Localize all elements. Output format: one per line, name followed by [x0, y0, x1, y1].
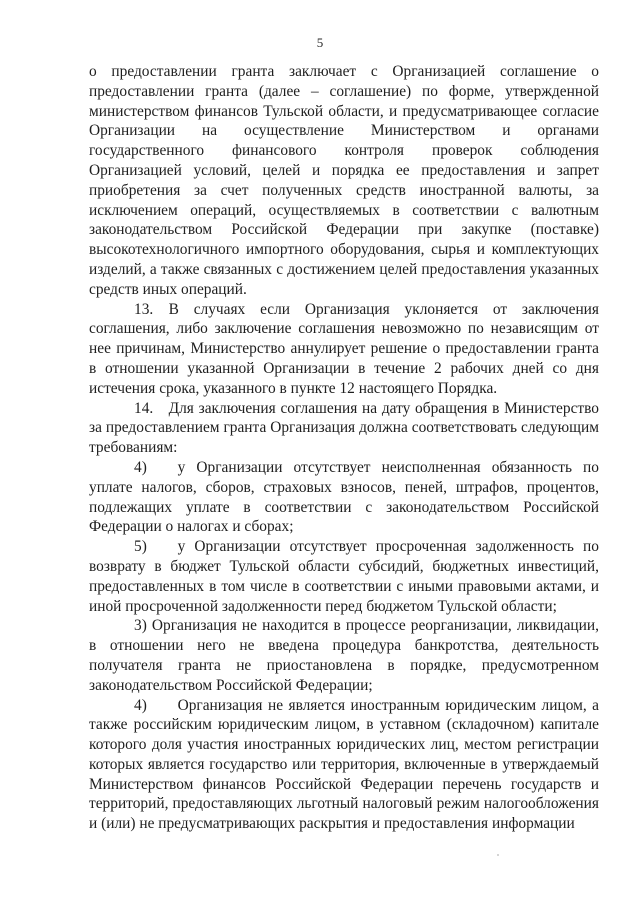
requirement-budget-debt: 5) у Организации отсутствует просроченная задолженность по возврату в бюджет Тульской области субсидий, бюджетных инвестиций, предоставленных в том числе в соответствии с иными правовыми актами, и иной просроченной задолженности перед бюджетом Тульской области; — [89, 538, 599, 615]
page-number: 5 — [316, 35, 324, 50]
requirement-tax-obligations: 4) у Организации отсутствует неисполненная обязанность по уплате налогов, сборов, страховых взносов, пеней, штрафов, процентов, подлежащих уплате в соответствии с законодательством Российской Федерации о налогах и сборах; — [89, 458, 599, 536]
paragraph-item-14: 14. Для заключения соглашения на дату обращения в Министерство за предоставлением гранта Организация должна соответствовать следующим требованиям: — [89, 399, 599, 457]
document-body — [89, 62, 599, 834]
requirement-foreign-entity: 4) Организация не является иностранным юридическим лицом, а также российским юридическим лицом, в уставном (складочном) капитале которого доля участия иностранных юридических лиц, местом регистрации которых является государство или территория, включенные в утверждаемый Министерством финансов Российской Федерации перечень государств и территорий, предоставляющих льготный налоговый режим налогообложения и (или) не предусматривающих раскрытия и предоставления информации — [89, 696, 599, 833]
scan-artifact — [497, 854, 499, 856]
paragraph-grant-agreement: о предоставлении гранта заключает с Организацией соглашение о предоставлении гранта (далее – соглашение) по форме, утвержденной министерством финансов Тульской области, и предусматривающее согласие Организации на осуществление Министерством и органами государственного финансового контроля проверок соблюдения Организацией условий, целей и порядка ее предоставления и запрет приобретения за счет полученных средств иностранной валюты, за исключением операций, осуществляемых в соответствии с валютным законодательством Российской Федерации при закупке (поставке) высокотехнологичного импортного оборудования, сырья и комплектующих изделий, а также связанных с достижением целей предоставления указанных средств иных операций. — [89, 63, 599, 298]
paragraph-item-13: 13. В случаях если Организация уклоняется от заключения соглашения, либо заключение соглашения невозможно по независящим от нее причинам, Министерство аннулирует решение о предоставлении гранта в отношении указанной Организации в течение 2 рабочих дней со дня истечения срока, указанного в пункте 12 настоящего Порядка. — [89, 300, 599, 397]
requirement-reorganization: 3) Организация не находится в процессе реорганизации, ликвидации, в отношении него не введена процедура банкротства, деятельность получателя гранта не приостановлена в порядке, предусмотренном законодательством Российской Федерации; — [89, 617, 599, 694]
